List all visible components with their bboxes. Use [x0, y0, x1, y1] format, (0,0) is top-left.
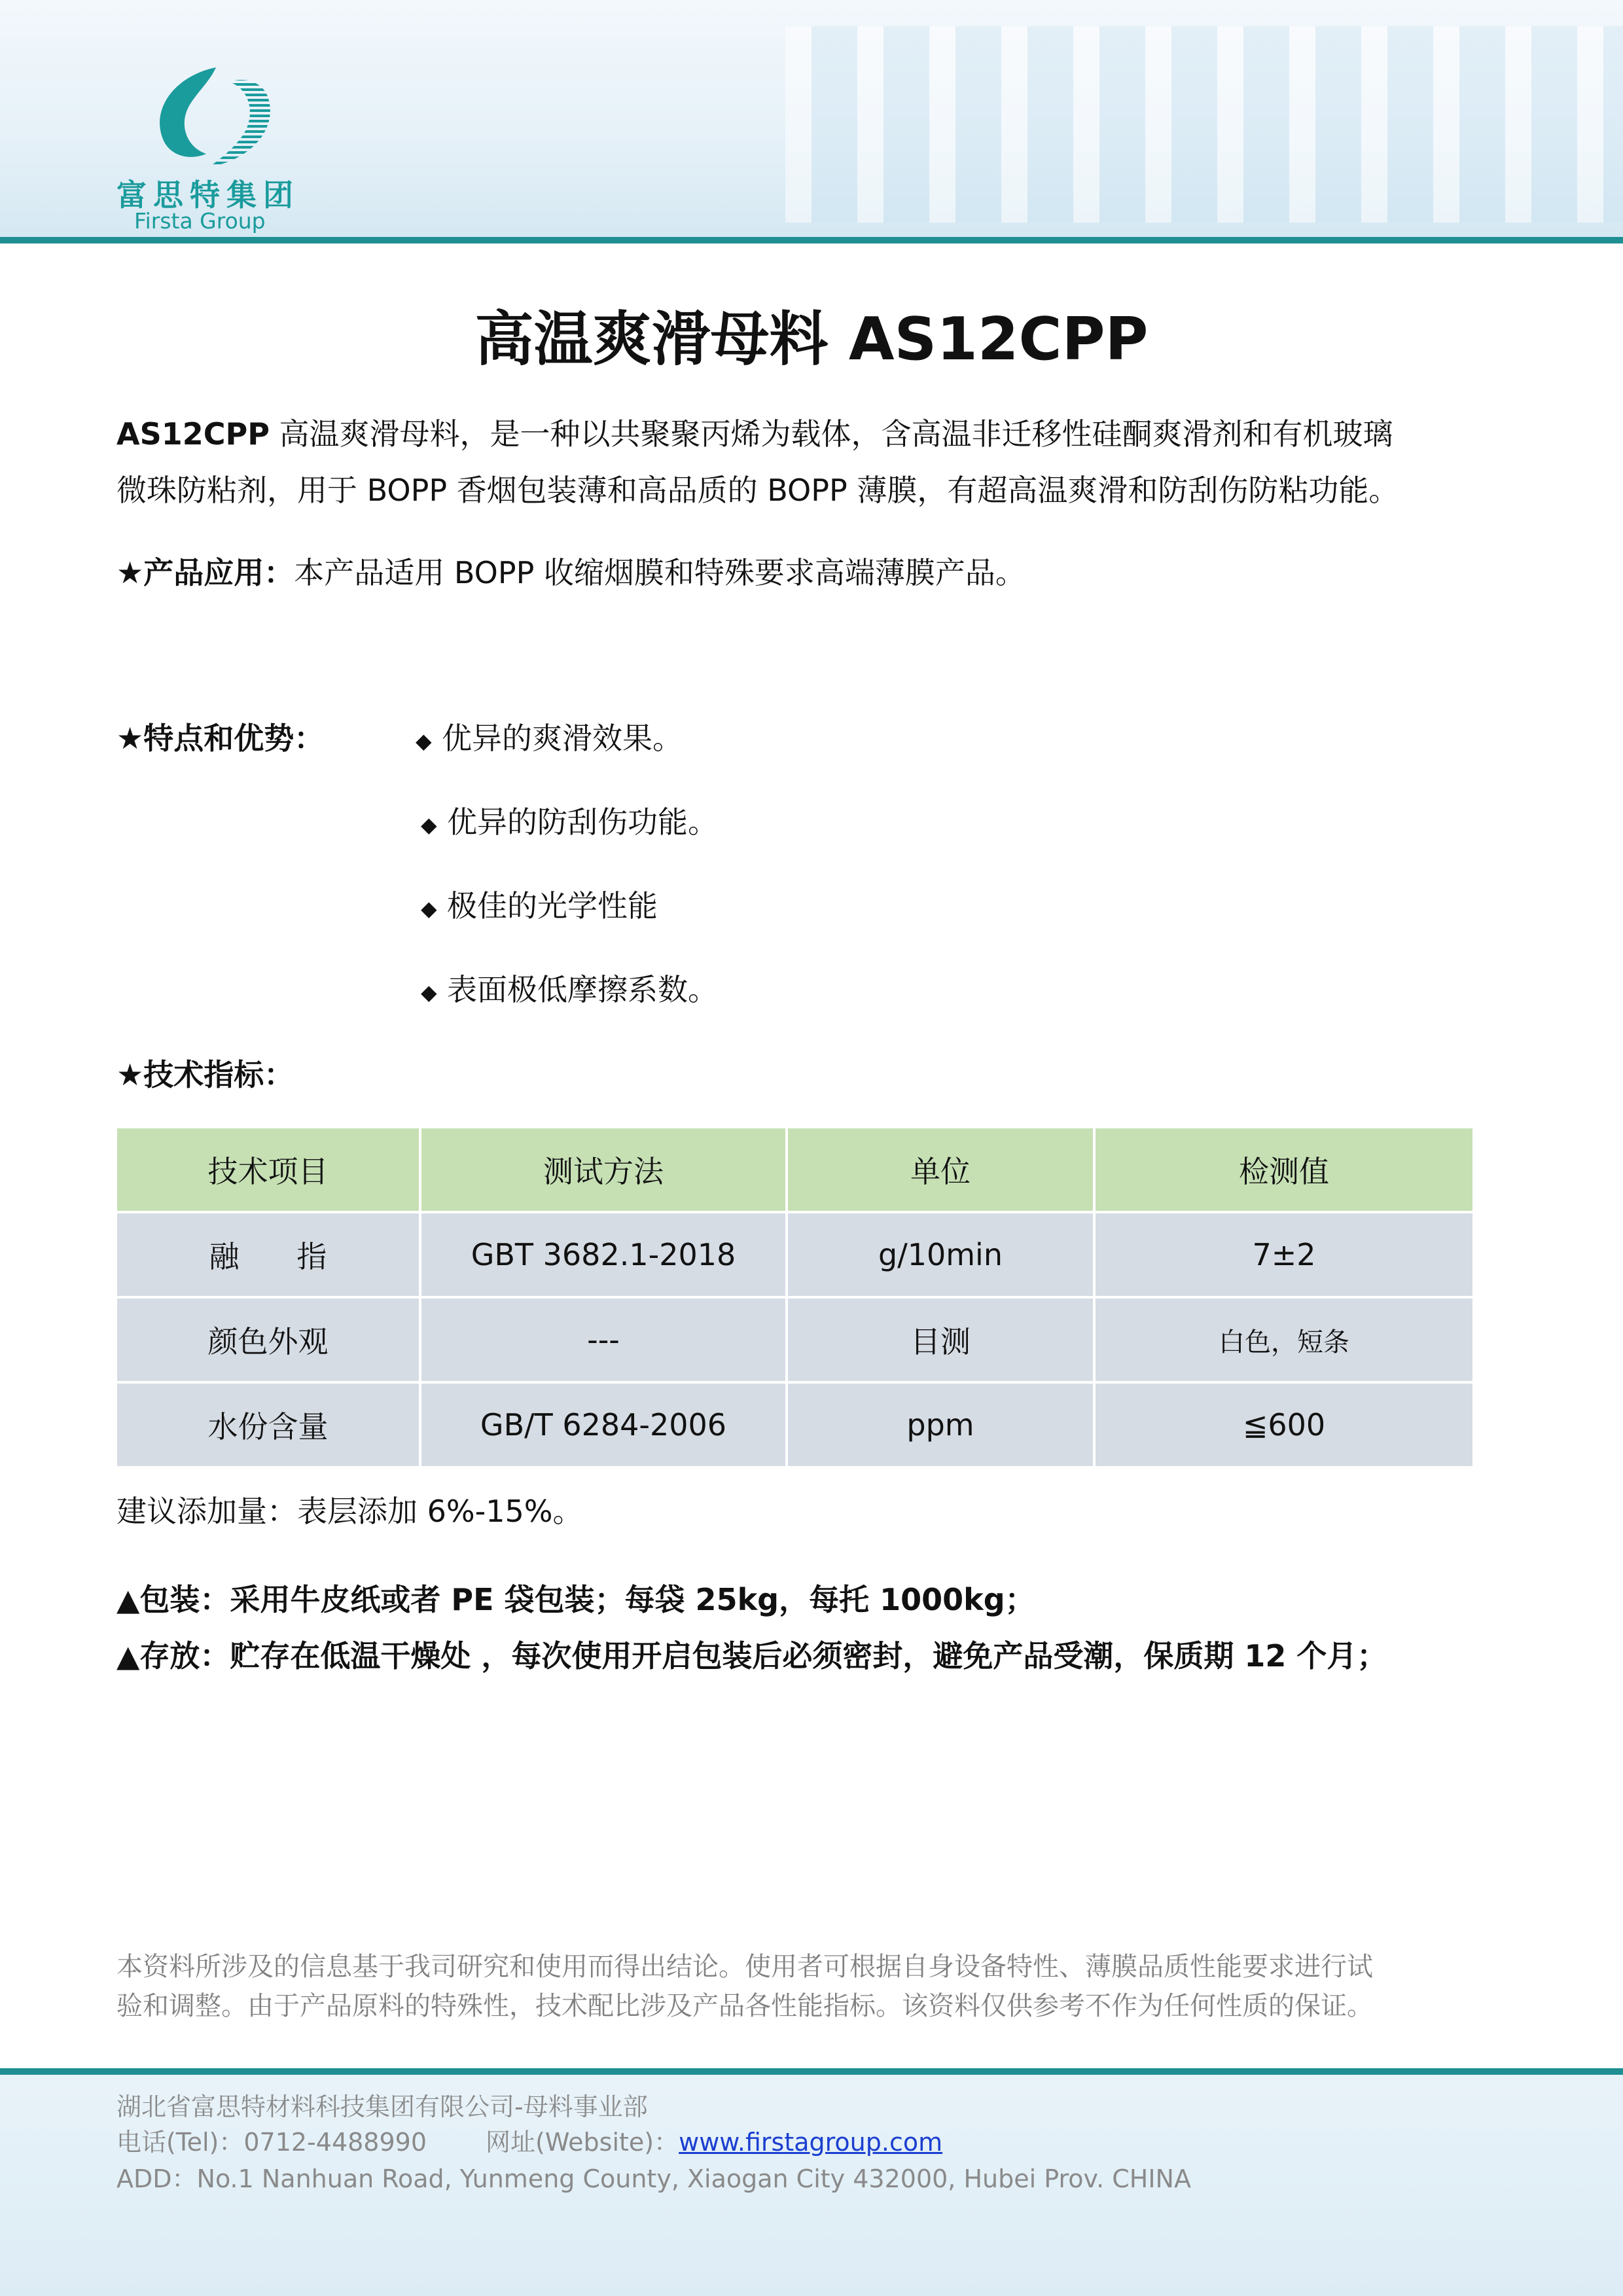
application-section — [116, 545, 1510, 601]
footer-address: ADD：No.1 Nanhuan Road, Yunmeng County, Xiaogan City 432000, Hubei Prov. CHINA — [116, 2164, 1191, 2193]
table-cell: 7±2 — [1094, 1212, 1474, 1297]
diamond-bullet-icon: ◆ — [421, 895, 437, 921]
footer-web-label: 网址(Website)： — [486, 2128, 679, 2157]
intro-lead: AS12CPP — [116, 416, 270, 452]
table-cell: 水份含量 — [116, 1382, 420, 1467]
storage-info: ▲存放：贮存在低温干燥处 ，每次使用开启包装后必须密封，避免产品受潮，保质期 12 个月； — [116, 1638, 1387, 1674]
feature-text: 表面极低摩擦系数。 — [447, 972, 718, 1007]
page-title: 高温爽滑母料 AS12CPP — [474, 305, 1149, 374]
table-cell: 白色，短条 — [1094, 1297, 1474, 1382]
column-header: 检测值 — [1094, 1127, 1474, 1212]
table-cell: GBT 3682.1-2018 — [420, 1212, 787, 1297]
features-label: ★特点和优势： — [116, 721, 325, 756]
feature-item-1 — [416, 715, 683, 758]
footer-tel: 电话(Tel)：0712-4488990 — [116, 2128, 427, 2157]
table-header-row — [116, 1127, 1474, 1212]
diamond-bullet-icon: ◆ — [421, 979, 437, 1005]
table-cell: g/10min — [787, 1212, 1094, 1297]
feature-item-4 — [421, 966, 718, 1009]
table-row — [116, 1212, 1474, 1297]
table-cell: 目测 — [787, 1297, 1094, 1382]
footer-company: 湖北省富思特材料科技集团有限公司-母料事业部 — [116, 2092, 648, 2121]
header-decoration — [785, 26, 1623, 223]
intro-line-1: 高温爽滑母料，是一种以共聚聚丙烯为载体，含高温非迁移性硅酮爽滑剂和有机玻璃 — [269, 416, 1393, 452]
table-cell: 颜色外观 — [116, 1297, 420, 1382]
feature-text: 极佳的光学性能 — [447, 888, 658, 924]
diamond-bullet-icon: ◆ — [416, 728, 432, 753]
table-cell: ppm — [787, 1382, 1094, 1467]
table-cell: ≦600 — [1094, 1382, 1474, 1467]
table-cell: 融 指 — [116, 1212, 420, 1297]
column-header: 单位 — [787, 1127, 1094, 1212]
application-label: ★产品应用： — [116, 555, 294, 590]
column-header: 测试方法 — [420, 1127, 787, 1212]
feature-item-3 — [421, 882, 658, 925]
feature-text: 优异的防刮伤功能。 — [447, 804, 718, 840]
feature-item-2 — [421, 798, 718, 842]
firsta-logo-icon — [137, 62, 288, 173]
column-header: 技术项目 — [116, 1127, 420, 1212]
disclaimer-line-2: 验和调整。由于产品原料的特殊性，技术配比涉及产品各性能指标。该资料仅供参考不作为任何性质的保证。 — [116, 1991, 1373, 2021]
logo-chinese-name: 富思特集团 — [116, 177, 300, 213]
suggested-dosage: 建议添加量：表层添加 6%-15%。 — [116, 1494, 583, 1529]
website-link[interactable]: www.firstagroup.com — [679, 2128, 943, 2157]
disclaimer — [116, 1947, 1510, 2026]
packing-info: ▲包装：采用牛皮纸或者 PE 袋包装；每袋 25kg，每托 1000kg； — [116, 1582, 1035, 1617]
table-cell: GB/T 6284-2006 — [420, 1382, 787, 1467]
table-row — [116, 1297, 1474, 1382]
logo-english-name: Firsta Group — [134, 208, 266, 234]
spec-label: ★技术指标： — [116, 1057, 294, 1092]
table-cell: --- — [420, 1297, 787, 1382]
disclaimer-line-1: 本资料所涉及的信息基于我司研究和使用而得出结论。使用者可根据自身设备特性、薄膜品质性能要求进行试 — [116, 1952, 1373, 1982]
intro-line-2: 微珠防粘剂，用于 BOPP 香烟包装薄和高品质的 BOPP 薄膜，有超高温爽滑和防刮伤防粘功能。 — [116, 473, 1399, 508]
intro-paragraph — [116, 406, 1510, 518]
diamond-bullet-icon: ◆ — [421, 812, 437, 837]
feature-text: 优异的爽滑效果。 — [442, 721, 683, 756]
spec-table — [115, 1126, 1475, 1469]
application-text: 本产品适用 BOPP 收缩烟膜和特殊要求高端薄膜产品。 — [294, 555, 1026, 590]
table-row — [116, 1382, 1474, 1467]
footer-contact — [116, 2122, 942, 2158]
